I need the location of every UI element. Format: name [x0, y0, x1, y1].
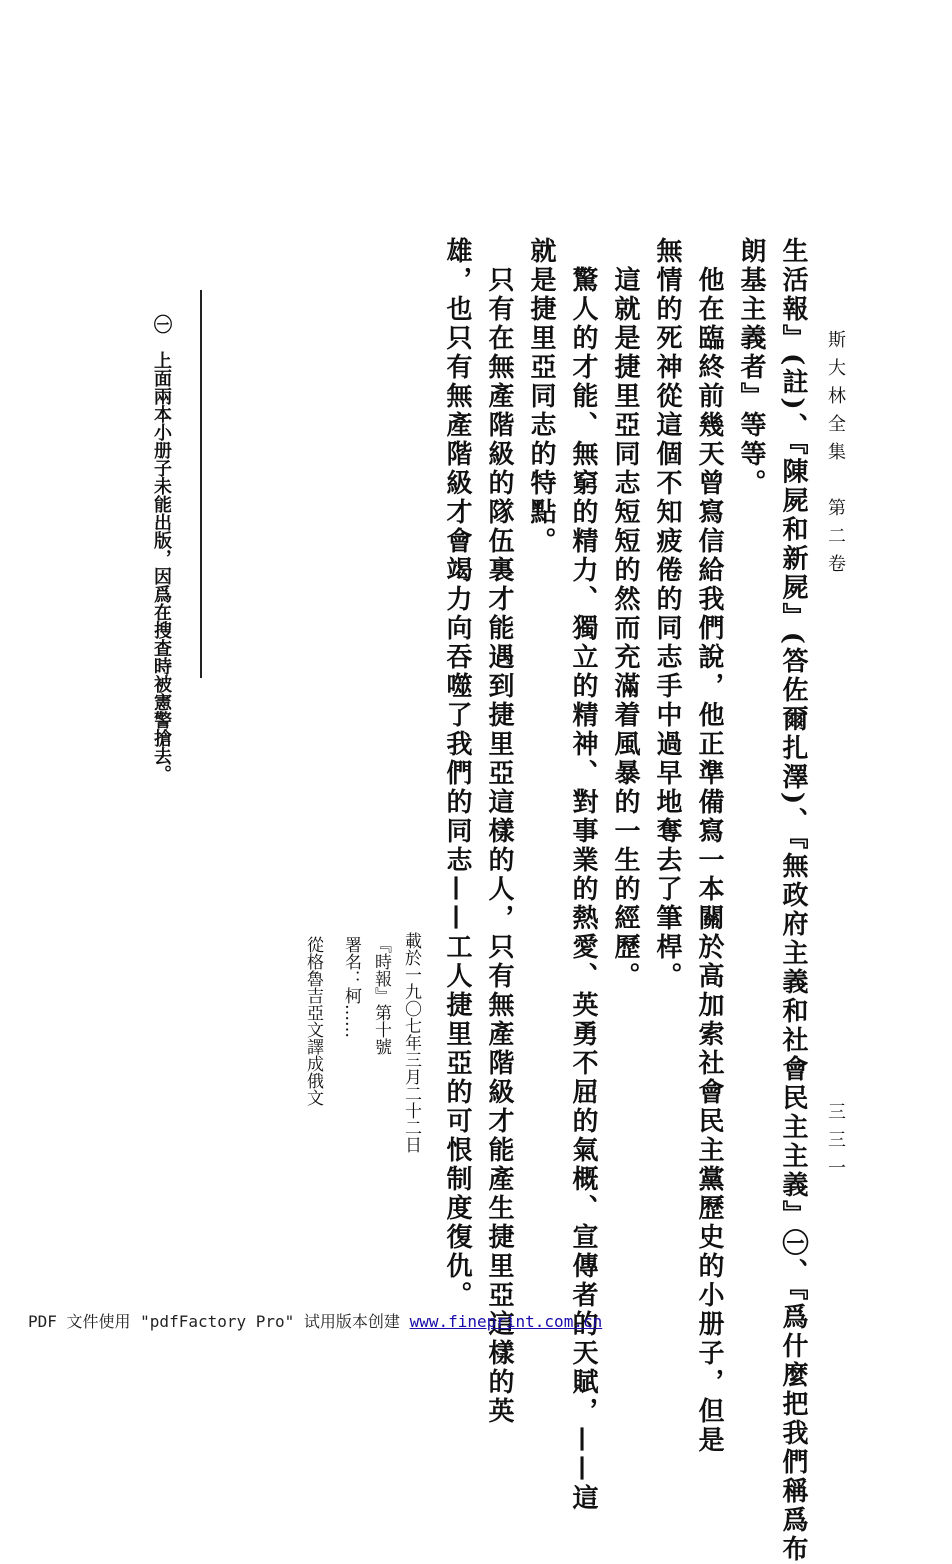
text-line-4: 無情的死神從這個不知疲倦的同志手中過早地奪去了筆桿。 — [652, 237, 682, 991]
footnote-divider — [200, 290, 202, 678]
source-note-signature: 署名：柯…… — [341, 936, 361, 1038]
source-note-date: 載於一九〇七年三月二十二日 — [401, 932, 421, 1153]
running-header-title: 斯大林全集 第二卷 — [825, 330, 846, 582]
source-note-publication: 『時報』第十號 — [371, 936, 391, 1055]
text-line-8: 只有在無產階級的隊伍裏才能遇到捷里亞這樣的人，只有無產階級才能產生捷里亞這樣的英 — [484, 237, 514, 1426]
pdf-footer — [28, 1309, 602, 1332]
text-line-3: 他在臨終前幾天曾寫信給我們說，他正準備寫一本關於高加索社會民主黨歷史的小册子，但是 — [694, 237, 724, 1455]
pdf-footer-link[interactable]: www.fineprint.com.cn — [409, 1312, 603, 1331]
text-line-1: 生活報』(註)、『陳屍和新屍』(答佐爾扎澤)、『無政府主義和社會民主主義』㊀、『爲什麼把我們稱爲布 — [778, 237, 808, 1564]
text-line-9: 雄，也只有無產階級才會竭力向吞噬了我們的同志——工人捷里亞的可恨制度復仇。 — [442, 237, 472, 1310]
text-line-2: 朗基主義者』等等。 — [736, 237, 766, 498]
text-line-5: 這就是捷里亞同志短短的然而充滿着風暴的一生的經歷。 — [610, 237, 640, 991]
page-number: 三三一 — [825, 1102, 846, 1186]
text-line-6: 驚人的才能、無窮的精力、獨立的精神、對事業的熱愛、英勇不屈的氣概、宣傳者的天賦，——這 — [568, 237, 598, 1513]
text-line-7: 就是捷里亞同志的特點。 — [526, 237, 556, 556]
pdf-footer-text: PDF 文件使用 "pdfFactory Pro" 试用版本创建 — [28, 1312, 410, 1331]
source-note-translation: 從格魯吉亞文譯成俄文 — [303, 936, 323, 1106]
footnote-text: ㊀ 上面兩本小册子未能出版，因爲在搜查時被憲警搶去。 — [151, 315, 172, 783]
